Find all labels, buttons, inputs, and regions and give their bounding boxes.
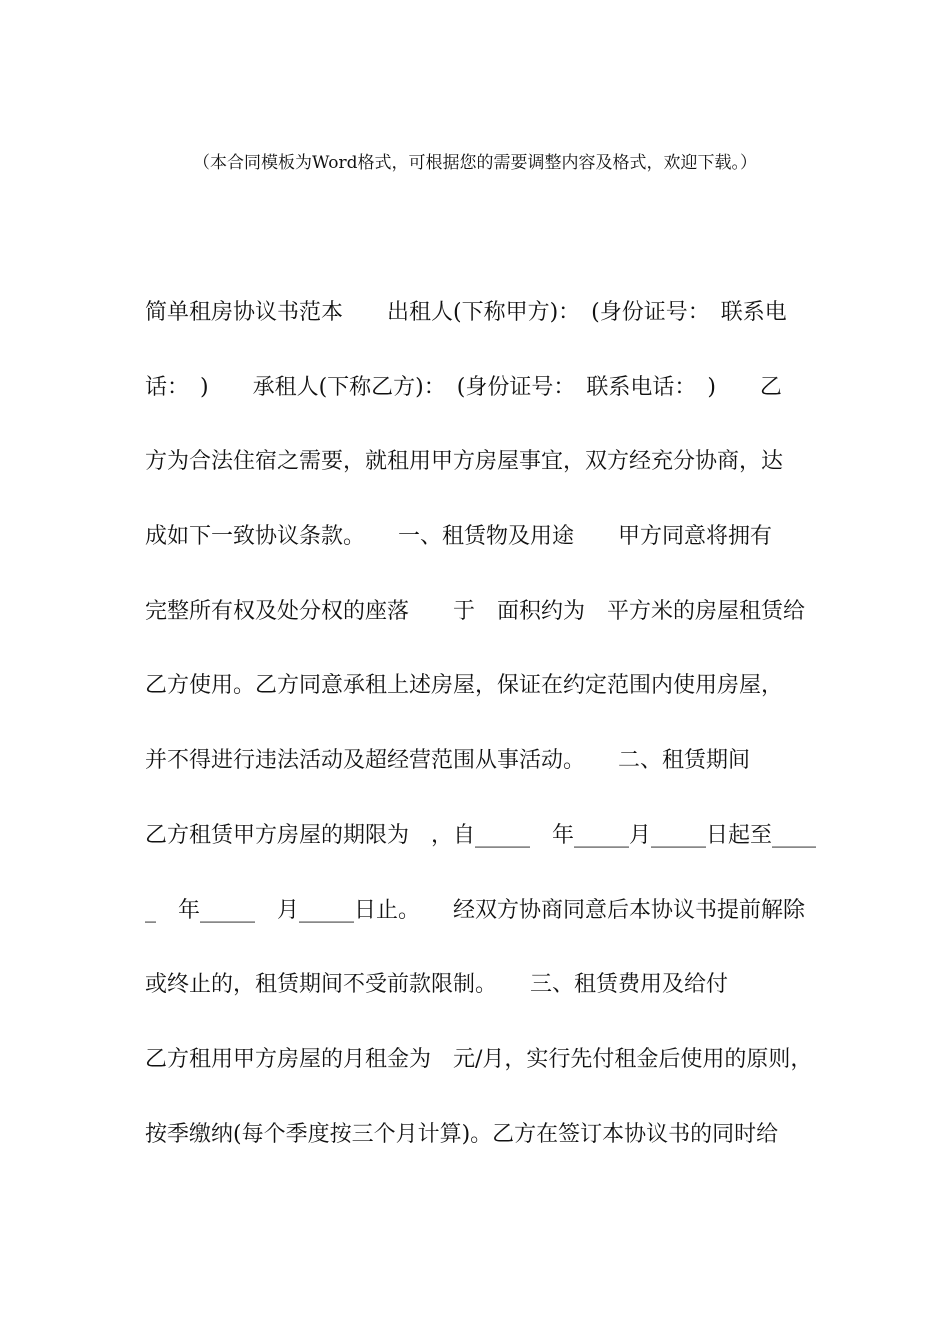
text-line: 乙方使用。乙方同意承租上述房屋，保证在约定范围内使用房屋， [145,673,784,699]
text-line: 按季缴纳(每个季度按三个月计算)。乙方在签订本协议书的同时给 [145,1121,779,1147]
text-line: 成如下一致协议条款。 一、租赁物及用途 甲方同意将拥有 [145,524,773,550]
text-line: 并不得进行违法活动及超经营范围从事活动。 二、租赁期间 [145,748,751,774]
text-line: 方为合法住宿之需要，就租用甲方房屋事宜，双方经充分协商，达 [145,449,784,475]
text-line: _ 年_____ 月_____日止。 经双方协商同意后本协议书提前解除 [145,897,806,923]
text-line: 乙方租赁甲方房屋的期限为 ，自_____ 年_____月_____日起至____ [145,822,817,848]
text-line: 简单租房协议书范本 出租人(下称甲方)： (身份证号： 联系电 [145,300,787,325]
text-line: 完整所有权及处分权的座落 于 面积约为 平方米的房屋租赁给 [145,598,806,624]
template-note: （本合同模板为Word格式，可根据您的需要调整内容及格式，欢迎下载。） [192,153,758,173]
text-line: 乙方租用甲方房屋的月租金为 元/月，实行先付租金后使用的原则， [145,1046,813,1072]
text-line: 或终止的，租赁期间不受前款限制。 三、租赁费用及给付 [145,972,729,998]
text-line: 话： ) 承租人(下称乙方)： (身份证号： 联系电话： ) 乙 [145,374,782,400]
agreement-body [145,292,825,1188]
